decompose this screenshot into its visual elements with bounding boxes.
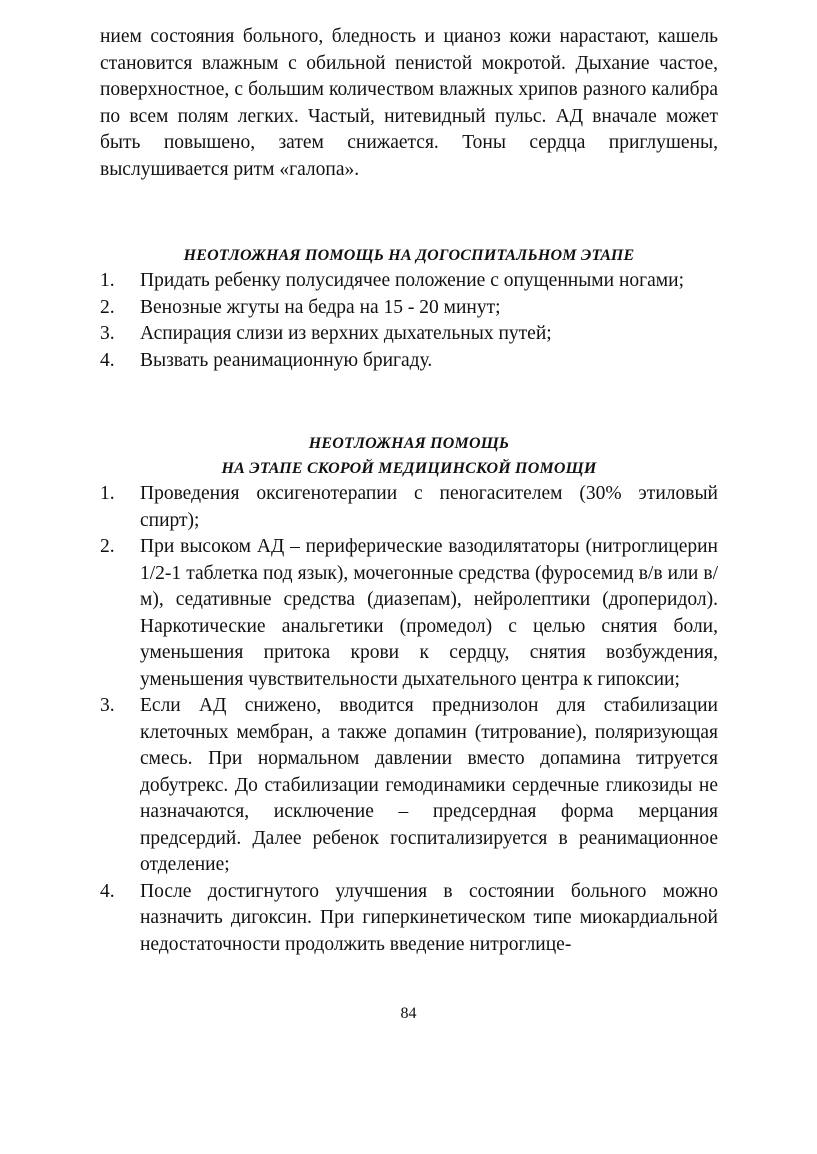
list-item-number: 2. bbox=[100, 536, 115, 557]
list-item-number: 4. bbox=[100, 349, 115, 371]
list-item bbox=[100, 268, 718, 295]
list-item-text: Придать ребенку полусидячее положение с опущенными ногами; bbox=[140, 270, 684, 291]
page-number: 84 bbox=[400, 1005, 417, 1022]
list-item-number: 4. bbox=[100, 880, 115, 902]
list-item-text: Аспирация слизи из верхних дыхательных путей; bbox=[140, 323, 552, 344]
list-item-number: 1. bbox=[100, 483, 115, 504]
list-item-text: Вызвать реанимационную бригаду. bbox=[140, 349, 433, 371]
page-content bbox=[100, 24, 718, 958]
list-item bbox=[100, 879, 718, 959]
section-heading-ambulance bbox=[100, 431, 718, 481]
list-item-text: Венозные жгуты на бедра на 15 - 20 минут; bbox=[140, 296, 501, 318]
prehospital-steps-list bbox=[100, 268, 718, 374]
intro-paragraph: нием состояния больного, бледность и цианоз кожи нарастают, кашель становится влажным с обильной пенистой мокротой. Дыхание частое, поверхностное, с большим количеством влажных хрипов разного калибра по всем полям легких. Частый, нитевидный пульс. АД вначале может быть повышено, затем снижается. Тоны сердца приглушены, выслушивается ритм «галопа». bbox=[100, 26, 718, 180]
list-item bbox=[100, 481, 718, 534]
list-item-number: 3. bbox=[100, 323, 115, 344]
list-item bbox=[100, 295, 718, 322]
section-heading-line: НА ЭТАПЕ СКОРОЙ МЕДИЦИНСКОЙ ПОМОЩИ bbox=[221, 460, 597, 477]
section-heading-prehospital: НЕОТЛОЖНАЯ ПОМОЩЬ НА ДОГОСПИТАЛЬНОМ ЭТАПЕ bbox=[183, 247, 635, 264]
list-item-number: 1. bbox=[100, 270, 115, 291]
list-item bbox=[100, 348, 718, 375]
list-item bbox=[100, 534, 718, 693]
section-heading-line: НЕОТЛОЖНАЯ ПОМОЩЬ bbox=[308, 435, 510, 452]
list-item-text: При высоком АД – периферические вазодилятаторы (нитроглицерин 1/2-1 таблетка под язык), мочегонные средства (фуросемид в/в или в/м), седативные средства (диазепам), нейролептики (дроперидол). Наркотические анальгетики (промедол) с целью снятия боли, уменьшения притока крови к сердцу, снятия возбуждения, уменьшения чувствительности дыхательного центра к гипоксии; bbox=[140, 536, 718, 690]
list-item bbox=[100, 693, 718, 879]
list-item-text: После достигнутого улучшения в состоянии больного можно назначить дигоксин. При гиперкинетическом типе миокардиальной недостаточности продолжить введение нитроглице- bbox=[140, 880, 718, 955]
list-item-text: Если АД снижено, вводится преднизолон для стабилизации клеточных мембран, а также допамин (титрование), поляризующая смесь. При нормальном давлении вместо допамина титруется добутрекс. До стабилизации гемодинамики сердечные гликозиды не назначаются, исключение – предсердная форма мерцания предсердий. Далее ребенок госпитализируется в реанимационное отделение; bbox=[140, 695, 718, 875]
list-item-number: 2. bbox=[100, 296, 115, 318]
list-item-number: 3. bbox=[100, 695, 115, 716]
list-item bbox=[100, 321, 718, 348]
ambulance-steps-list bbox=[100, 481, 718, 958]
list-item-text: Проведения оксигенотерапии с пеногасителем (30% этиловый спирт); bbox=[140, 483, 718, 531]
